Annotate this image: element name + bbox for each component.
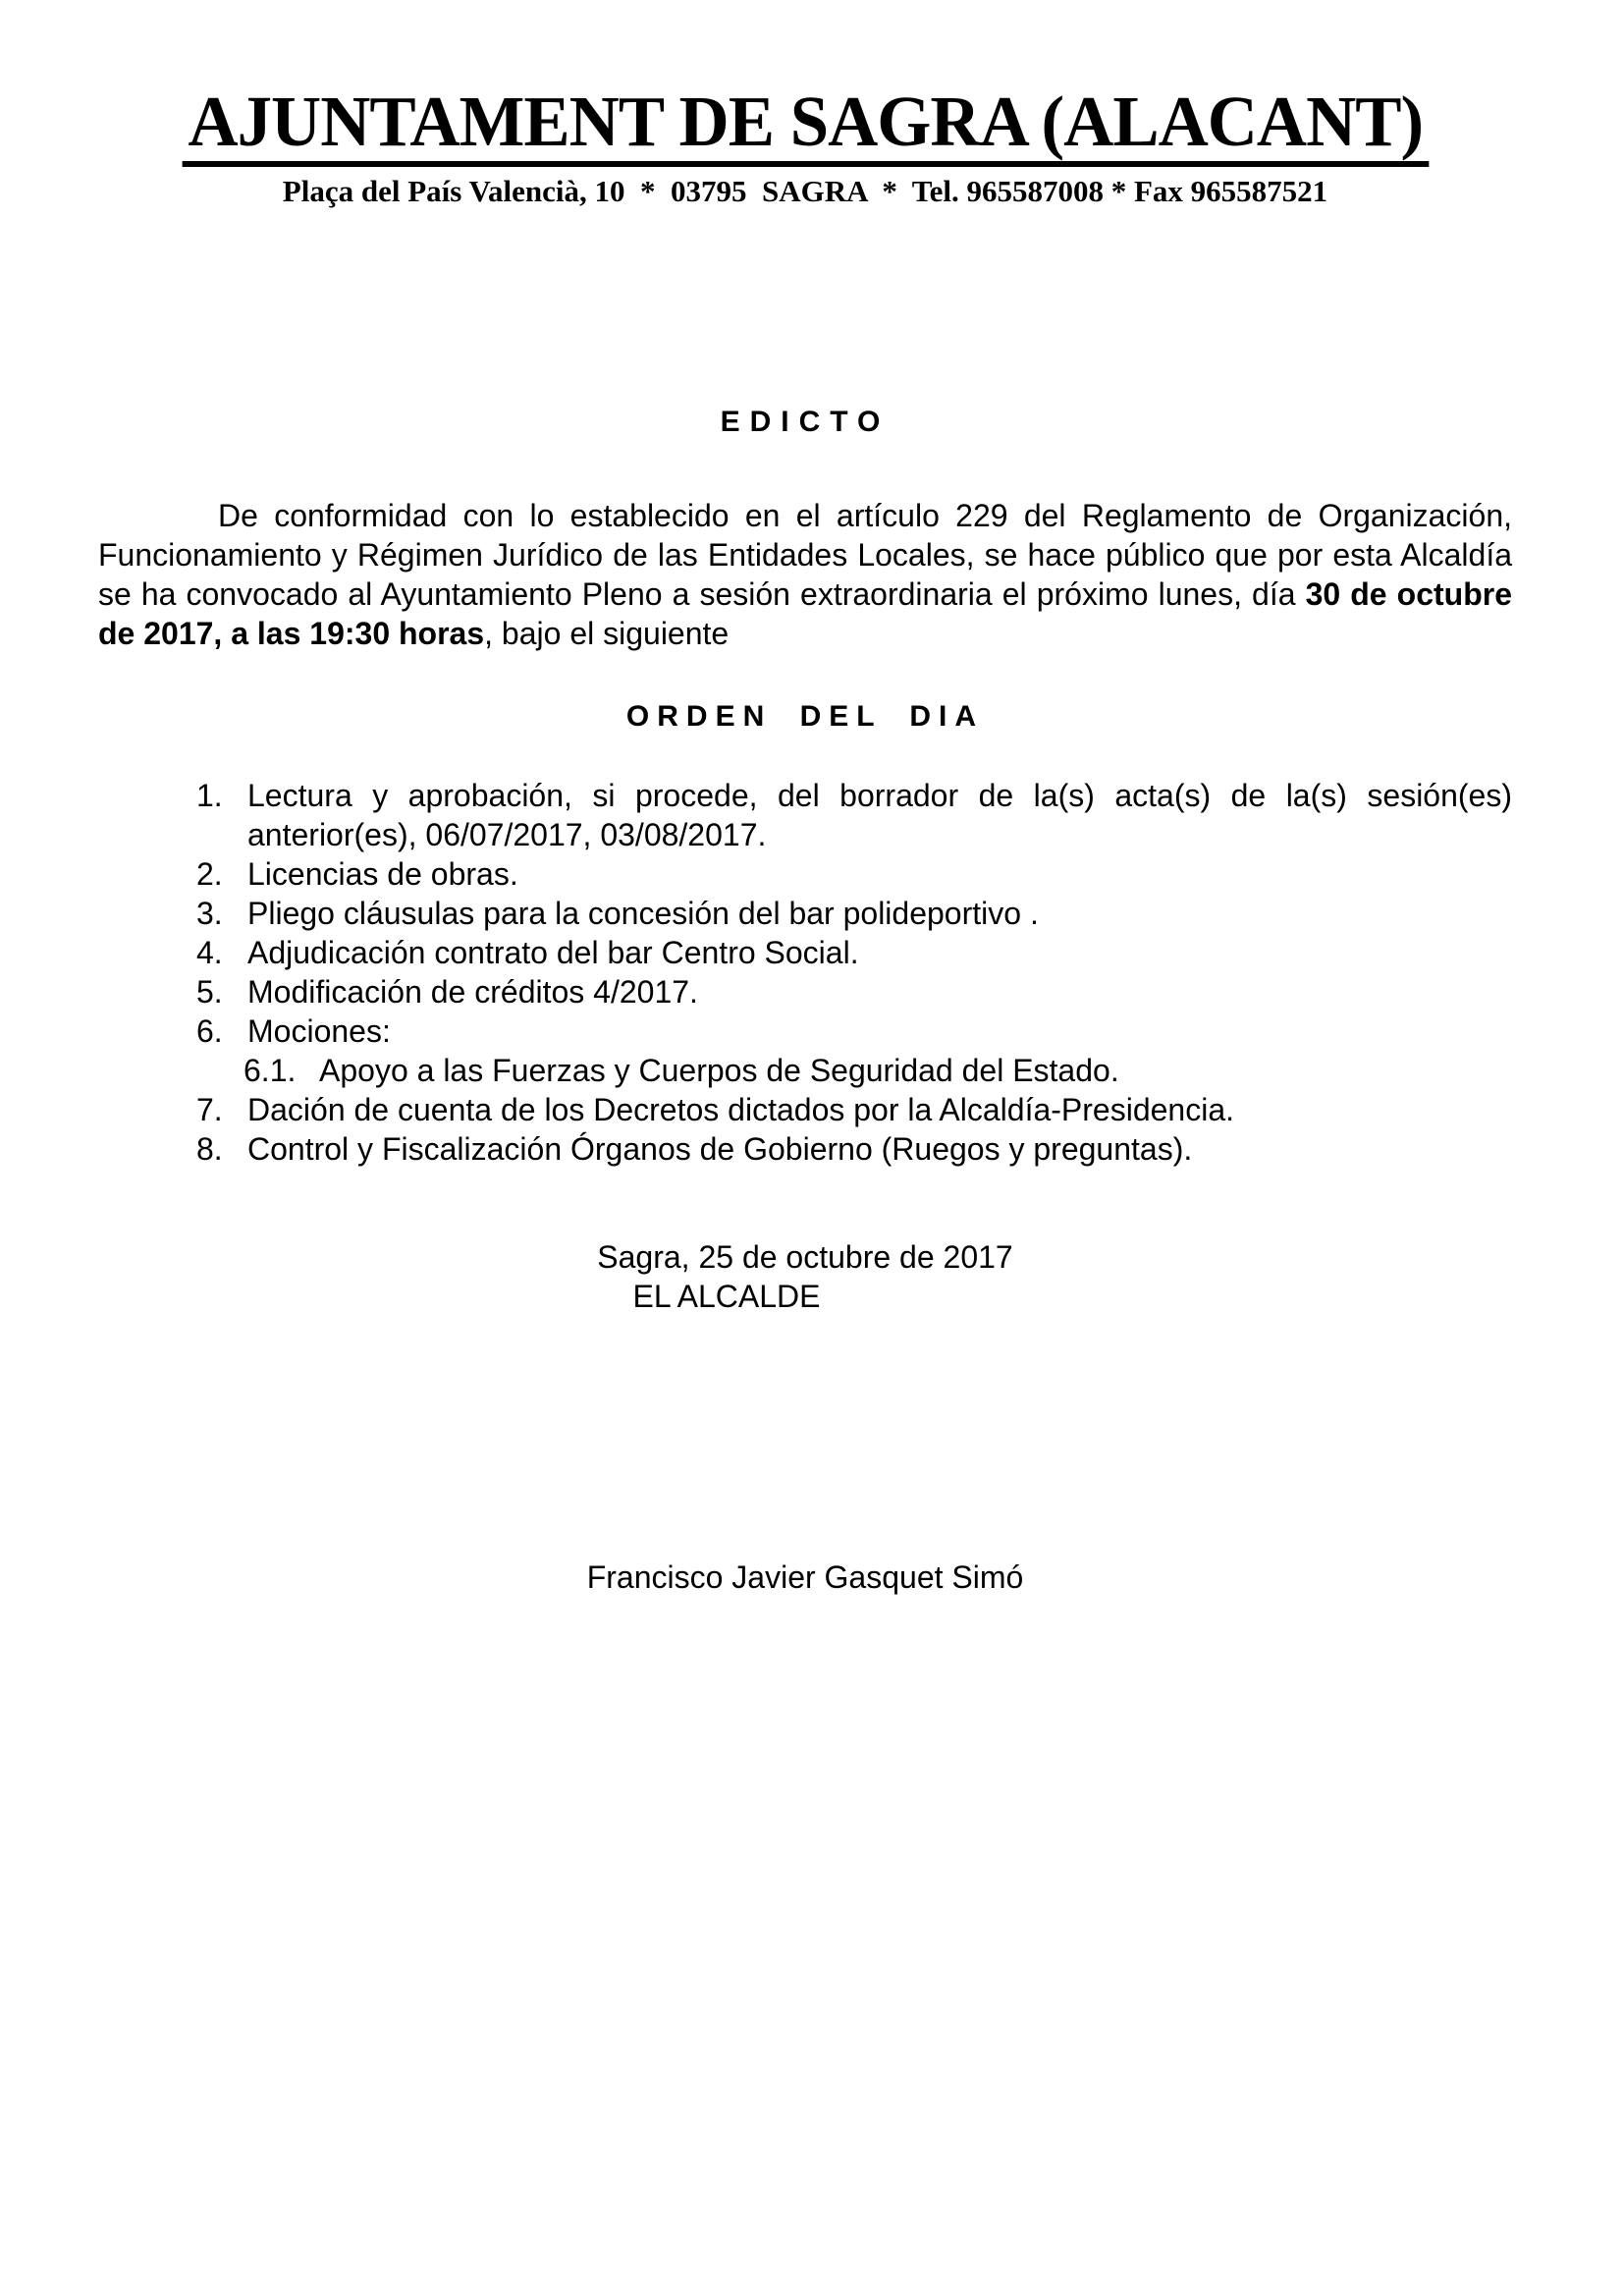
list-item [98,1129,1512,1169]
item-number: 1. [196,778,223,814]
signature-role: EL ALCALDE [632,1279,821,1315]
item-number: 4. [196,935,223,971]
signature-place-date: Sagra, 25 de octubre de 2017 [597,1239,1013,1276]
list-item [98,972,1512,1011]
organization-title: AJUNTAMENT DE SAGRA (ALACANT) [182,83,1428,167]
intro-text-after: , bajo el siguiente [484,616,730,652]
item-text: Adjudicación contrato del bar Centro Social. [247,935,859,971]
session-datetime: 30 de octubre de 2017, a las 19:30 horas [98,576,1513,652]
item-text: Lectura y aprobación, si procede, del borrador de la(s) acta(s) de la(s) sesión(es) anterior(es), 06/07/2017, 03/08/2017. [247,778,1512,853]
intro-text-before: De conformidad con lo establecido en el artículo 229 del Reglamento de Organización, Funcionamiento y Régimen Jurídico de las Entidades Locales, se hace público que por esta Alcaldía se ha convocado al Ayuntamiento Pleno a sesión extraordinaria el próximo lunes, día [98,498,1512,613]
list-item [98,1090,1512,1129]
item-text: Licencias de obras. [247,856,518,893]
agenda-heading: ORDEN DEL DIA [625,700,985,734]
signature-block [98,1237,1512,1316]
item-number: 3. [196,896,223,932]
list-item [98,933,1512,972]
item-number: 6. [196,1013,223,1050]
intro-paragraph [98,496,1512,653]
item-number: 8. [196,1131,223,1168]
organization-address: Plaça del País Valencià, 10 * 03795 SAGRA * Tel. 965587008 * Fax 965587521 [282,174,1328,209]
agenda-list [98,776,1512,1169]
org-title-wrap [98,83,1512,167]
list-item [98,894,1512,933]
item-text: Pliego cláusulas para la concesión del bar polideportivo . [247,896,1039,932]
signature-name: Francisco Javier Gasquet Simó [586,1559,1024,1596]
item-text: Apoyo a las Fuerzas y Cuerpos de Seguridad del Estado. [319,1053,1119,1089]
letterhead [98,83,1512,211]
item-number: 2. [196,856,223,893]
list-item [98,1011,1512,1051]
item-text: Dación de cuenta de los Decretos dictados por la Alcaldía-Presidencia. [247,1092,1235,1128]
item-number: 7. [196,1092,223,1128]
item-text: Control y Fiscalización Órganos de Gobierno (Ruegos y preguntas). [247,1131,1193,1168]
item-number: 5. [196,974,223,1011]
item-text: Modificación de créditos 4/2017. [247,974,698,1011]
list-item [98,1051,1512,1090]
list-item [98,854,1512,894]
list-item [98,776,1512,854]
item-number: 6.1. [243,1053,297,1089]
edict-heading: EDICTO [720,406,891,439]
item-text: Mociones: [247,1013,391,1050]
